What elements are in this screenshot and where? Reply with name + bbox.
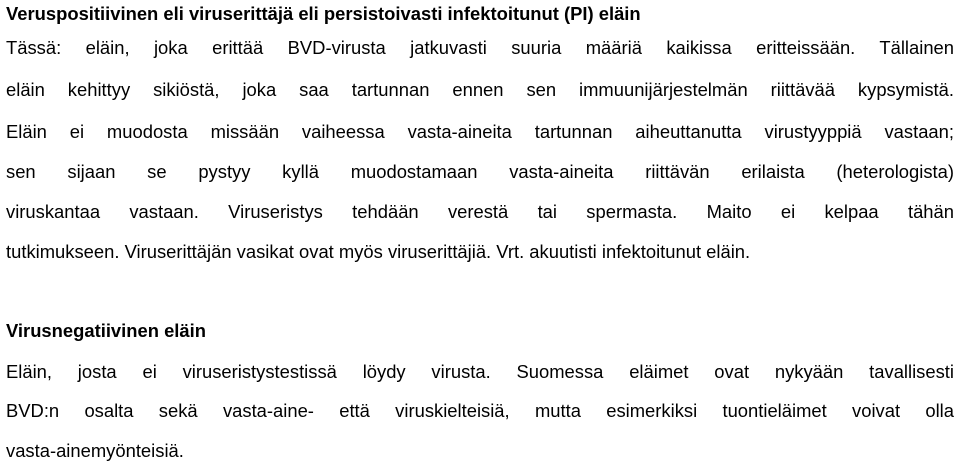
- paragraph-line: Eläin, josta ei viruseristystestissä löydy virusta. Suomessa eläimet ovat nykyään tavallisesti: [6, 361, 954, 382]
- paragraph-line: eläin kehittyy sikiöstä, joka saa tartunnan ennen sen immuunijärjestelmän riittävää kypsymistä.: [6, 79, 954, 100]
- paragraph-line: vasta-ainemyönteisiä.: [6, 440, 184, 461]
- section-heading-virus-negative: Virusnegatiivinen eläin: [6, 320, 206, 341]
- paragraph-line: viruskantaa vastaan. Viruseristys tehdään verestä tai spermasta. Maito ei kelpaa tähän: [6, 201, 954, 222]
- section-heading-virus-positive: Veruspositiivinen eli viruserittäjä eli persistoivasti infektoitunut (PI) eläin: [6, 3, 641, 24]
- paragraph-line: Eläin ei muodosta missään vaiheessa vasta-aineita tartunnan aiheuttanutta virustyyppiä vastaan;: [6, 121, 954, 142]
- paragraph-line: Tässä: eläin, joka erittää BVD-virusta jatkuvasti suuria määriä kaikissa eritteissään. Tällainen: [6, 37, 954, 58]
- paragraph-line: sen sijaan se pystyy kyllä muodostamaan vasta-aineita riittävän erilaista (heterologista): [6, 161, 954, 182]
- paragraph-line: tutkimukseen. Viruserittäjän vasikat ovat myös viruserittäjiä. Vrt. akuutisti infektoitunut eläin.: [6, 241, 751, 262]
- paragraph-line: BVD:n osalta sekä vasta-aine- että viruskielteisiä, mutta esimerkiksi tuontieläimet voivat olla: [6, 400, 954, 421]
